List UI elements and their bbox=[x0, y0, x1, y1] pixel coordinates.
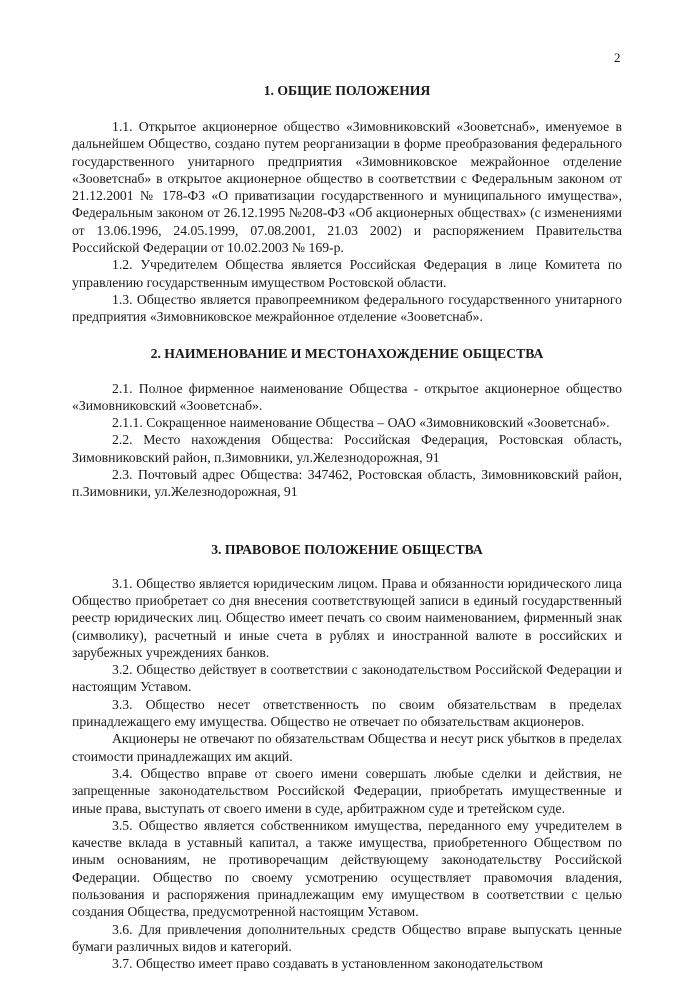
paragraph-3-3-shareholders: Акционеры не отвечают по обязательствам Общества и несут риск убытков в пределах стоимости принадлежащих им акций. bbox=[72, 731, 622, 764]
paragraph-1-3: 1.3. Общество является правопреемником федерального государственного унитарного предприятия «Зимовниковское межрайонное отделение «Зооветснаб». bbox=[72, 291, 622, 325]
paragraph-3-4: 3.4. Общество вправе от своего имени совершать любые сделки и действия, не запрещенные законодательством Российской Федерации, приобретать имущественные и иные права, выступать от своего имени в суде, арбитражном суде и третейском суде. bbox=[72, 765, 622, 816]
paragraph-1-1: 1.1. Открытое акционерное общество «Зимовниковский «Зооветснаб», именуемое в дальнейшем Общество, создано путем реорганизации в форме преобразования федерального государственного унитарного предприятия «Зимовниковское межрайонное отделение «Зооветснаб» в открытое акционерное общество в соответствии с Федеральным законом от 21.12.2001 № 178-ФЗ «О приватизации государственного и муниципального имущества», Федеральным законом от 26.12.1995 №208-ФЗ «Об акционерных обществах» (с изменениями от 13.06.1996, 24.05.1999, 07.08.2001, 21.03 2002) и распоряжением Правительства Российской Федерации от 10.02.2003 № 169-р. bbox=[72, 119, 622, 256]
section-2-heading: 2. НАИМЕНОВАНИЕ И МЕСТОНАХОЖДЕНИЕ ОБЩЕСТВА bbox=[150, 345, 544, 361]
paragraph-3-1: 3.1. Общество является юридическим лицом. Права и обязанности юридического лица Общество приобретает со дня внесения соответствующей записи в единый государственный реестр юридических лиц. Общество имеет печать со своим наименованием, фирменный знак (символику), расчетный и иные счета в рублях и иностранной валюте в российских и зарубежных учреждениях банков. bbox=[72, 575, 622, 660]
paragraph-2-1-1: 2.1.1. Сокращенное наименование Общества – ОАО «Зимовниковский «Зооветснаб». bbox=[112, 415, 610, 431]
document-body bbox=[72, 82, 622, 972]
paragraph-2-2: 2.2. Место нахождения Общества: Российская Федерация, Ростовская область, Зимовниковский район, п.Зимовники, ул.Железнодорожная, 91 bbox=[72, 432, 622, 465]
paragraph-2-1: 2.1. Полное фирменное наименование Общества - открытое акционерное общество «Зимовниковский «Зооветснаб». bbox=[72, 380, 622, 413]
section-1-heading: 1. ОБЩИЕ ПОЛОЖЕНИЯ bbox=[263, 83, 431, 98]
paragraph-3-7: 3.7. Общество имеет право создавать в установленном законодательством bbox=[112, 956, 543, 972]
paragraph-3-6: 3.6. Для привлечения дополнительных средств Общество вправе выпускать ценные бумаги различных видов и категорий. bbox=[72, 921, 622, 954]
paragraph-3-2: 3.2. Общество действует в соответствии с законодательством Российской Федерации и настоящим Уставом. bbox=[72, 662, 622, 695]
paragraph-3-3: 3.3. Общество несет ответственность по своим обязательствам в пределах принадлежащего ему имущества. Общество не отвечает по обязательствам акционеров. bbox=[72, 696, 622, 730]
paragraph-3-5: 3.5. Общество является собственником имущества, переданного ему учредителем в качестве вклада в уставный капитал, а также имущества, приобретенного Обществом по иным основаниям, не противоречащим действующему законодательству Российской Федерации. Общество по своему усмотрению осуществляет правомочия владения, пользования и распоряжения принадлежащим ему имуществом в соответствии с целью создания Общества, предусмотренной настоящим Уставом. bbox=[72, 817, 622, 920]
paragraph-1-2: 1.2. Учредителем Общества является Российская Федерация в лице Комитета по управлению государственным имуществом Ростовской области. bbox=[72, 257, 622, 290]
section-3-heading: 3. ПРАВОВОЕ ПОЛОЖЕНИЕ ОБЩЕСТВА bbox=[211, 541, 483, 557]
page-number: 2 bbox=[614, 50, 621, 65]
paragraph-2-3: 2.3. Почтовый адрес Общества: 347462, Ростовская область, Зимовниковский район, п.Зимовники, ул.Железнодорожная, 91 bbox=[72, 467, 622, 500]
